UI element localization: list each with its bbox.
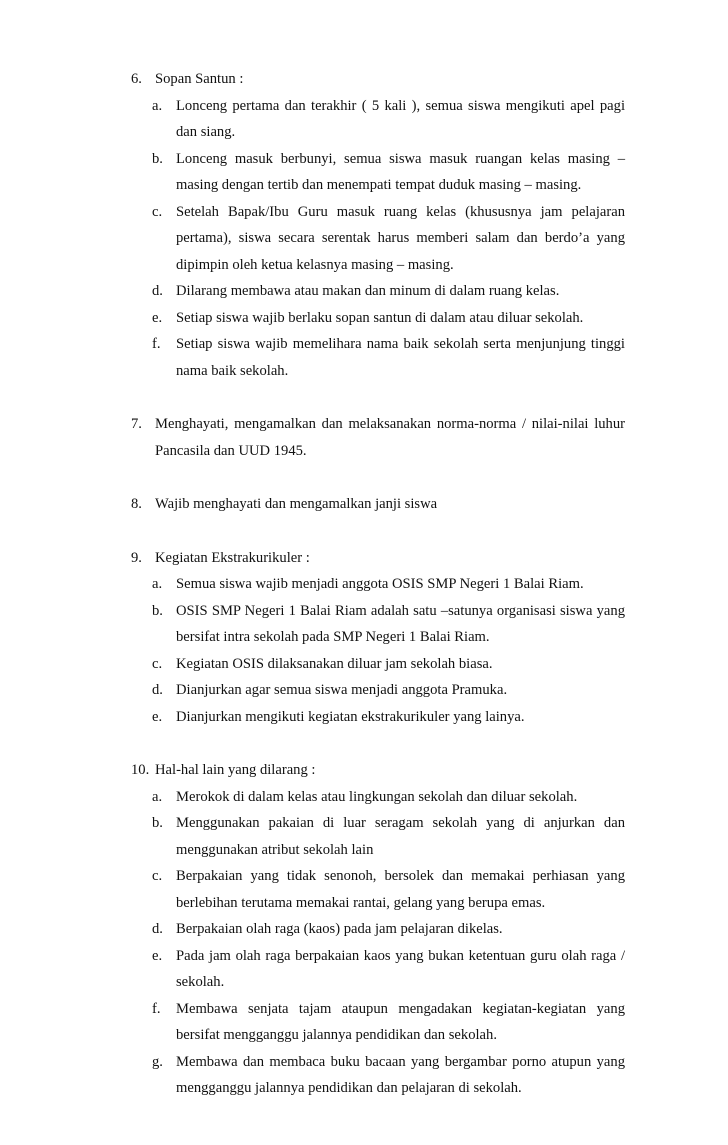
item-letter: d. xyxy=(152,921,163,937)
item-line: b. OSIS SMP Negeri 1 Balai Riam adalah satu –satunya organisasi siswa yang xyxy=(176,598,625,625)
item-line: d. Berpakaian olah raga (kaos) pada jam pelajaran dikelas. xyxy=(176,916,625,943)
item-letter: a. xyxy=(152,576,163,592)
item-line: b. Menggunakan pakaian di luar seragam sekolah yang di anjurkan dan xyxy=(176,810,625,837)
item-line: c. Setelah Bapak/Ibu Guru masuk ruang kelas (khususnya jam pelajaran xyxy=(176,199,625,226)
section-7 xyxy=(131,411,625,464)
item-line: menggunakan atribut sekolah lain xyxy=(176,841,374,858)
item-line: berlebihan terutama memakai rantai, gelang yang berupa emas. xyxy=(176,894,546,911)
item-letter: d. xyxy=(152,283,163,299)
item-line: f. Membawa senjata tajam ataupun mengadakan kegiatan-kegiatan yang xyxy=(176,996,625,1023)
list-item xyxy=(131,677,625,704)
section-heading xyxy=(131,66,625,93)
list-item xyxy=(131,943,625,996)
item-line: b. Lonceng masuk berbunyi, semua siswa masuk ruangan kelas masing – xyxy=(176,146,625,173)
section-number: 10. xyxy=(131,762,150,778)
item-line: e. Setiap siswa wajib berlaku sopan santun di dalam atau diluar sekolah. xyxy=(176,305,625,332)
item-letter: g. xyxy=(152,1053,163,1070)
list-item xyxy=(131,916,625,943)
item-line: c. Berpakaian yang tidak senonoh, bersolek dan memakai perhiasan yang xyxy=(176,863,625,890)
item-line: dipimpin oleh ketua kelasnya masing – masing. xyxy=(176,256,454,273)
section-title: Hal-hal lain yang dilarang : xyxy=(155,762,316,778)
item-line: dan siang. xyxy=(176,124,236,140)
item-letter: e. xyxy=(152,309,163,326)
list-item xyxy=(131,146,625,199)
item-letter: e. xyxy=(152,708,163,725)
list-item xyxy=(131,651,625,678)
item-letter: f. xyxy=(152,1000,161,1017)
item-line: d. Dilarang membawa atau makan dan minum di dalam ruang kelas. xyxy=(176,278,625,305)
item-line: d. Dianjurkan agar semua siswa menjadi anggota Pramuka. xyxy=(176,677,625,704)
item-letter: b. xyxy=(152,150,163,167)
item-line: a. Merokok di dalam kelas atau lingkungan sekolah dan diluar sekolah. xyxy=(176,784,625,811)
item-line: a. Lonceng pertama dan terakhir ( 5 kali ), semua siswa mengikuti apel pagi xyxy=(176,93,625,120)
section-title-line: Pancasila dan UUD 1945. xyxy=(155,442,307,459)
item-letter: c. xyxy=(152,203,163,220)
item-line: mengganggu jalannya pendidikan dan pelajaran di sekolah. xyxy=(176,1080,522,1096)
list-item xyxy=(131,1049,625,1102)
section-9 xyxy=(131,545,625,731)
list-item xyxy=(131,278,625,305)
item-line: bersifat intra sekolah pada SMP Negeri 1 Balai Riam. xyxy=(176,629,490,645)
item-letter: c. xyxy=(152,655,163,672)
item-line: bersifat mengganggu jalannya pendidikan dan sekolah. xyxy=(176,1027,497,1043)
item-line: pertama), siswa secara serentak harus memberi salam dan berdo’a yang xyxy=(176,230,625,246)
section-heading xyxy=(131,757,625,784)
list-item xyxy=(131,571,625,598)
list-item xyxy=(131,704,625,731)
section-title: Menghayati, mengamalkan dan melaksanakan norma-norma / nilai-nilai luhur xyxy=(155,416,625,432)
item-line: g. Membawa dan membaca buku bacaan yang bergambar porno atupun yang xyxy=(176,1049,625,1076)
section-number: 6. xyxy=(131,71,142,87)
list-item xyxy=(131,810,625,863)
section-title: Wajib menghayati dan mengamalkan janji siswa xyxy=(155,496,438,512)
list-item xyxy=(131,996,625,1049)
section-10 xyxy=(131,757,625,1102)
section-number: 8. xyxy=(131,496,142,512)
list-item xyxy=(131,199,625,279)
list-item xyxy=(131,331,625,384)
list-item xyxy=(131,863,625,916)
item-line: masing dengan tertib dan menempati tempat duduk masing – masing. xyxy=(176,177,582,193)
item-letter: b. xyxy=(152,815,163,831)
section-number: 7. xyxy=(131,416,142,432)
item-line: sekolah. xyxy=(176,974,225,990)
item-letter: d. xyxy=(152,682,163,698)
item-letter: f. xyxy=(152,336,161,352)
section-8 xyxy=(131,491,625,518)
item-line: a. Semua siswa wajib menjadi anggota OSIS SMP Negeri 1 Balai Riam. xyxy=(176,571,625,598)
list-item xyxy=(131,93,625,146)
item-line: c. Kegiatan OSIS dilaksanakan diluar jam sekolah biasa. xyxy=(176,651,625,678)
item-letter: c. xyxy=(152,868,163,884)
list-item xyxy=(131,305,625,332)
item-line: e. Pada jam olah raga berpakaian kaos yang bukan ketentuan guru olah raga / xyxy=(176,943,625,970)
item-line: f. Setiap siswa wajib memelihara nama baik sekolah serta menjunjung tinggi xyxy=(176,331,625,358)
item-letter: e. xyxy=(152,947,163,964)
list-item xyxy=(131,784,625,811)
section-title: Sopan Santun : xyxy=(155,71,244,87)
item-letter: b. xyxy=(152,602,163,619)
list-item xyxy=(131,598,625,651)
section-6 xyxy=(131,66,625,384)
section-number: 9. xyxy=(131,549,142,566)
item-line: e. Dianjurkan mengikuti kegiatan ekstrakurikuler yang lainya. xyxy=(176,704,625,731)
item-line: nama baik sekolah. xyxy=(176,362,289,379)
section-heading xyxy=(131,545,625,572)
section-heading xyxy=(131,491,625,518)
section-title: Kegiatan Ekstrakurikuler : xyxy=(155,549,310,566)
item-letter: a. xyxy=(152,788,163,805)
item-letter: a. xyxy=(152,97,163,114)
section-heading xyxy=(131,411,625,438)
